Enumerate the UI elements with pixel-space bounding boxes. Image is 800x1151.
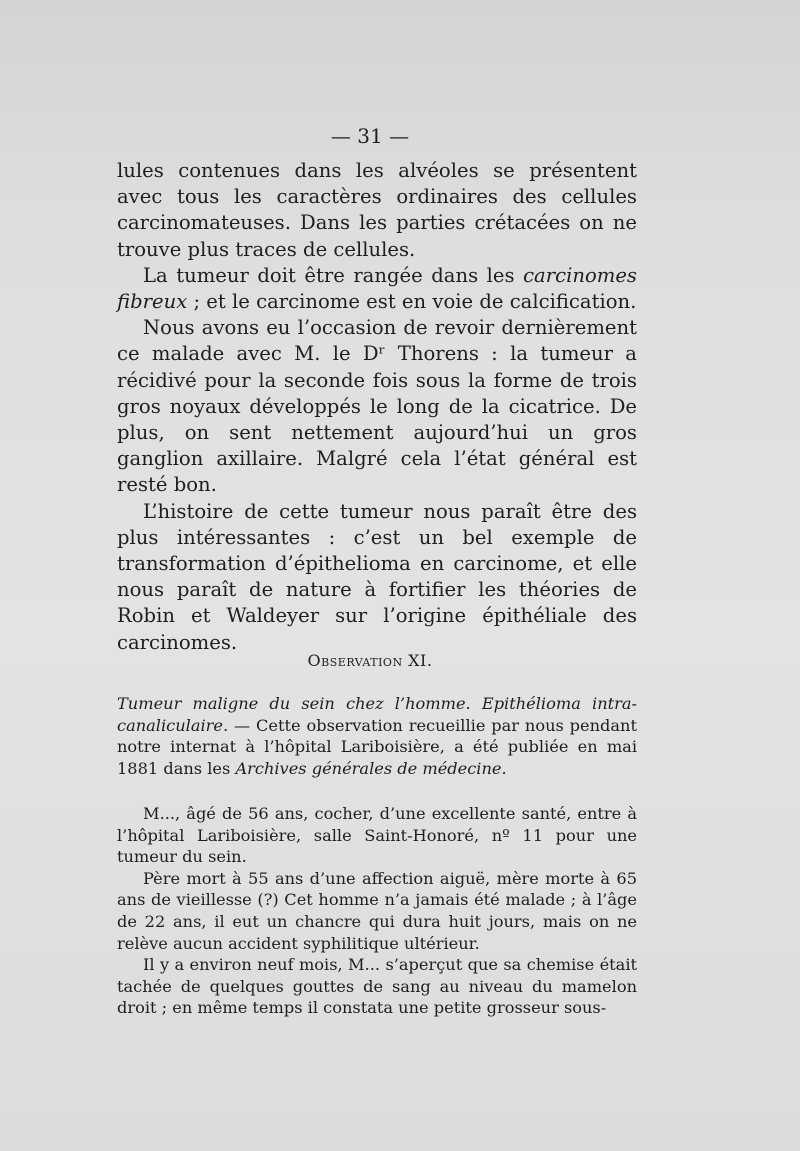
paragraph-classification	[117, 263, 637, 315]
case-paragraph-admission: M..., âgé de 56 ans, cocher, d’une excellente santé, entre à l’hôpital Lariboisière, salle Saint-Honoré, nº 11 pour une tumeur du sein.	[117, 804, 637, 867]
paragraph-conclusion: L’histoire de cette tumeur nous paraît être des plus intéressantes : c’est un bel exemple de transformation d’épithelioma en carcinome, et elle nous paraît de nature à fortifier les théories de Robin et Waldeyer sur l’origine épithéliale des carcinomes.	[117, 499, 637, 654]
text-run: ; et le carcinome est en voie de calcification.	[187, 290, 637, 314]
paragraph-continuation: lules contenues dans les alvéoles se présentent avec tous les caractères ordinaires des cellules carcinomateuses. Dans les parties crétacées on ne trouve plus traces de cellules.	[117, 159, 637, 261]
case-paragraph-onset: Il y a environ neuf mois, M... s’aperçut que sa chemise était tachée de quelques gouttes de sang au niveau du mamelon droit ; en même temps il constata une petite grosseur sous-	[117, 955, 637, 1018]
case-paragraph-history: Père mort à 55 ans d’une affection aiguë, mère morte à 65 ans de vieillesse (?) Cet homme n’a jamais été malade ; à l’âge de 22 ans, il eut un chancre qui dura huit jours, mais on ne relève aucun accident syphilitique ultérieur.	[117, 868, 637, 953]
text-run: La tumeur doit être rangée dans les	[143, 263, 524, 287]
paragraph-recurrence: Nous avons eu l’occasion de revoir dernièrement ce malade avec M. le Dʳ Thorens : la tumeur a récidivé pour la seconde fois sous la forme de trois gros noyaux développés le long de la cicatrice. De plus, on sent nettement aujourd’hui un gros ganglion axillaire. Malgré cela l’état général est resté bon.	[117, 316, 637, 497]
observation-title: Tumeur maligne du sein chez l’homme. Epithélioma intra-canaliculaire.	[117, 694, 637, 735]
case-report	[117, 803, 637, 1019]
summary-paragraph	[117, 693, 637, 779]
main-text	[117, 158, 637, 656]
journal-title: Archives générales de médecine.	[235, 758, 507, 778]
page-number: — 31 —	[330, 124, 410, 148]
observation-heading: Observation XI.	[307, 651, 433, 670]
summary-text: — Cette observation recueillie par nous pendant notre internat à l’hôpital Lariboisière, a été publiée en mai 1881 dans les	[117, 715, 637, 778]
observation-summary	[117, 693, 637, 779]
italic-term: carcinomes fibreux	[117, 263, 637, 314]
